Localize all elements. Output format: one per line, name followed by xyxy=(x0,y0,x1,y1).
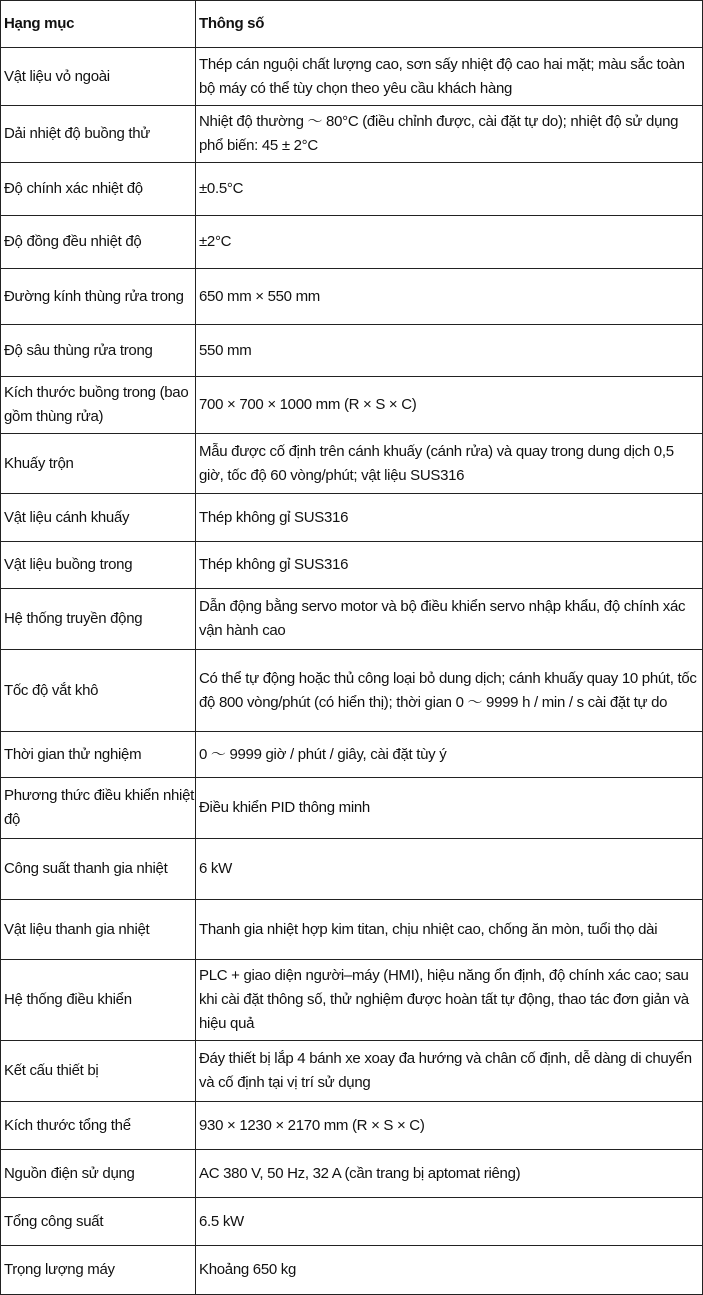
spec-item-cell: Hệ thống điều khiển xyxy=(1,960,196,1041)
spec-item-cell: Tổng công suất xyxy=(1,1198,196,1246)
spec-value-cell: Thanh gia nhiệt hợp kim titan, chịu nhiệt cao, chống ăn mòn, tuổi thọ dài xyxy=(196,900,703,960)
spec-item-cell: Công suất thanh gia nhiệt xyxy=(1,839,196,900)
table-row xyxy=(1,434,703,494)
spec-item-cell: Độ đồng đều nhiệt độ xyxy=(1,216,196,269)
spec-value-cell: Dẫn động bằng servo motor và bộ điều khiển servo nhập khẩu, độ chính xác vận hành cao xyxy=(196,589,703,650)
spec-item-cell: Phương thức điều khiển nhiệt độ xyxy=(1,778,196,839)
spec-value-cell: Mẫu được cố định trên cánh khuấy (cánh rửa) và quay trong dung dịch 0,5 giờ, tốc độ 60 vòng/phút; vật liệu SUS316 xyxy=(196,434,703,494)
spec-value-cell: Khoảng 650 kg xyxy=(196,1246,703,1295)
spec-item-cell: Độ chính xác nhiệt độ xyxy=(1,163,196,216)
spec-value-cell: Nhiệt độ thường ～ 80°C (điều chỉnh được, cài đặt tự do); nhiệt độ sử dụng phổ biến: 45 ± 2°C xyxy=(196,106,703,163)
spec-value-cell: Đáy thiết bị lắp 4 bánh xe xoay đa hướng và chân cố định, dễ dàng di chuyển và cố định tại vị trí sử dụng xyxy=(196,1041,703,1102)
spec-value-cell: Thép không gỉ SUS316 xyxy=(196,542,703,589)
spec-value-cell: 700 × 700 × 1000 mm (R × S × C) xyxy=(196,377,703,434)
spec-item-cell: Kích thước tổng thể xyxy=(1,1102,196,1150)
spec-item-cell: Vật liệu vỏ ngoài xyxy=(1,48,196,106)
spec-item-cell: Vật liệu thanh gia nhiệt xyxy=(1,900,196,960)
spec-value-cell: 930 × 1230 × 2170 mm (R × S × C) xyxy=(196,1102,703,1150)
spec-value-cell: 650 mm × 550 mm xyxy=(196,269,703,325)
spec-value-cell: Thép không gỉ SUS316 xyxy=(196,494,703,542)
table-row xyxy=(1,269,703,325)
spec-value-cell: Có thể tự động hoặc thủ công loại bỏ dung dịch; cánh khuấy quay 10 phút, tốc độ 800 vòng/phút (có hiển thị); thời gian 0 ～ 9999 h / min / s cài đặt tự do xyxy=(196,650,703,732)
spec-value-cell: AC 380 V, 50 Hz, 32 A (cần trang bị aptomat riêng) xyxy=(196,1150,703,1198)
table-row xyxy=(1,325,703,377)
spec-item-cell: Nguồn điện sử dụng xyxy=(1,1150,196,1198)
spec-item-cell: Vật liệu buồng trong xyxy=(1,542,196,589)
spec-value-cell: 6.5 kW xyxy=(196,1198,703,1246)
table-row xyxy=(1,163,703,216)
table-row xyxy=(1,1246,703,1295)
table-row xyxy=(1,900,703,960)
spec-item-cell: Kích thước buồng trong (bao gồm thùng rửa) xyxy=(1,377,196,434)
header-value: Thông số xyxy=(196,1,703,48)
table-row xyxy=(1,650,703,732)
spec-value-cell: 0 ～ 9999 giờ / phút / giây, cài đặt tùy ý xyxy=(196,732,703,778)
spec-value-cell: PLC + giao diện người–máy (HMI), hiệu năng ổn định, độ chính xác cao; sau khi cài đặt thông số, thử nghiệm được hoàn tất tự động, thao tác đơn giản và hiệu quả xyxy=(196,960,703,1041)
header-item: Hạng mục xyxy=(1,1,196,48)
table-row xyxy=(1,216,703,269)
table-row xyxy=(1,732,703,778)
table-row xyxy=(1,778,703,839)
spec-value-cell: 550 mm xyxy=(196,325,703,377)
table-row xyxy=(1,839,703,900)
spec-item-cell: Khuấy trộn xyxy=(1,434,196,494)
table-row xyxy=(1,48,703,106)
table-row xyxy=(1,542,703,589)
spec-value-cell: ±0.5°C xyxy=(196,163,703,216)
header-row xyxy=(1,1,703,48)
table-row xyxy=(1,589,703,650)
spec-item-cell: Trọng lượng máy xyxy=(1,1246,196,1295)
spec-table-body xyxy=(1,48,703,1295)
spec-value-cell: 6 kW xyxy=(196,839,703,900)
spec-item-cell: Kết cấu thiết bị xyxy=(1,1041,196,1102)
spec-item-cell: Dải nhiệt độ buồng thử xyxy=(1,106,196,163)
spec-item-cell: Thời gian thử nghiệm xyxy=(1,732,196,778)
spec-value-cell: Điều khiển PID thông minh xyxy=(196,778,703,839)
table-row xyxy=(1,1150,703,1198)
table-row xyxy=(1,494,703,542)
spec-item-cell: Tốc độ vắt khô xyxy=(1,650,196,732)
table-row xyxy=(1,960,703,1041)
spec-item-cell: Hệ thống truyền động xyxy=(1,589,196,650)
spec-value-cell: ±2°C xyxy=(196,216,703,269)
spec-item-cell: Đường kính thùng rửa trong xyxy=(1,269,196,325)
table-row xyxy=(1,377,703,434)
spec-item-cell: Độ sâu thùng rửa trong xyxy=(1,325,196,377)
spec-value-cell: Thép cán nguội chất lượng cao, sơn sấy nhiệt độ cao hai mặt; màu sắc toàn bộ máy có thể tùy chọn theo yêu cầu khách hàng xyxy=(196,48,703,106)
table-row xyxy=(1,1041,703,1102)
table-row xyxy=(1,106,703,163)
table-row xyxy=(1,1102,703,1150)
table-row xyxy=(1,1198,703,1246)
spec-item-cell: Vật liệu cánh khuấy xyxy=(1,494,196,542)
